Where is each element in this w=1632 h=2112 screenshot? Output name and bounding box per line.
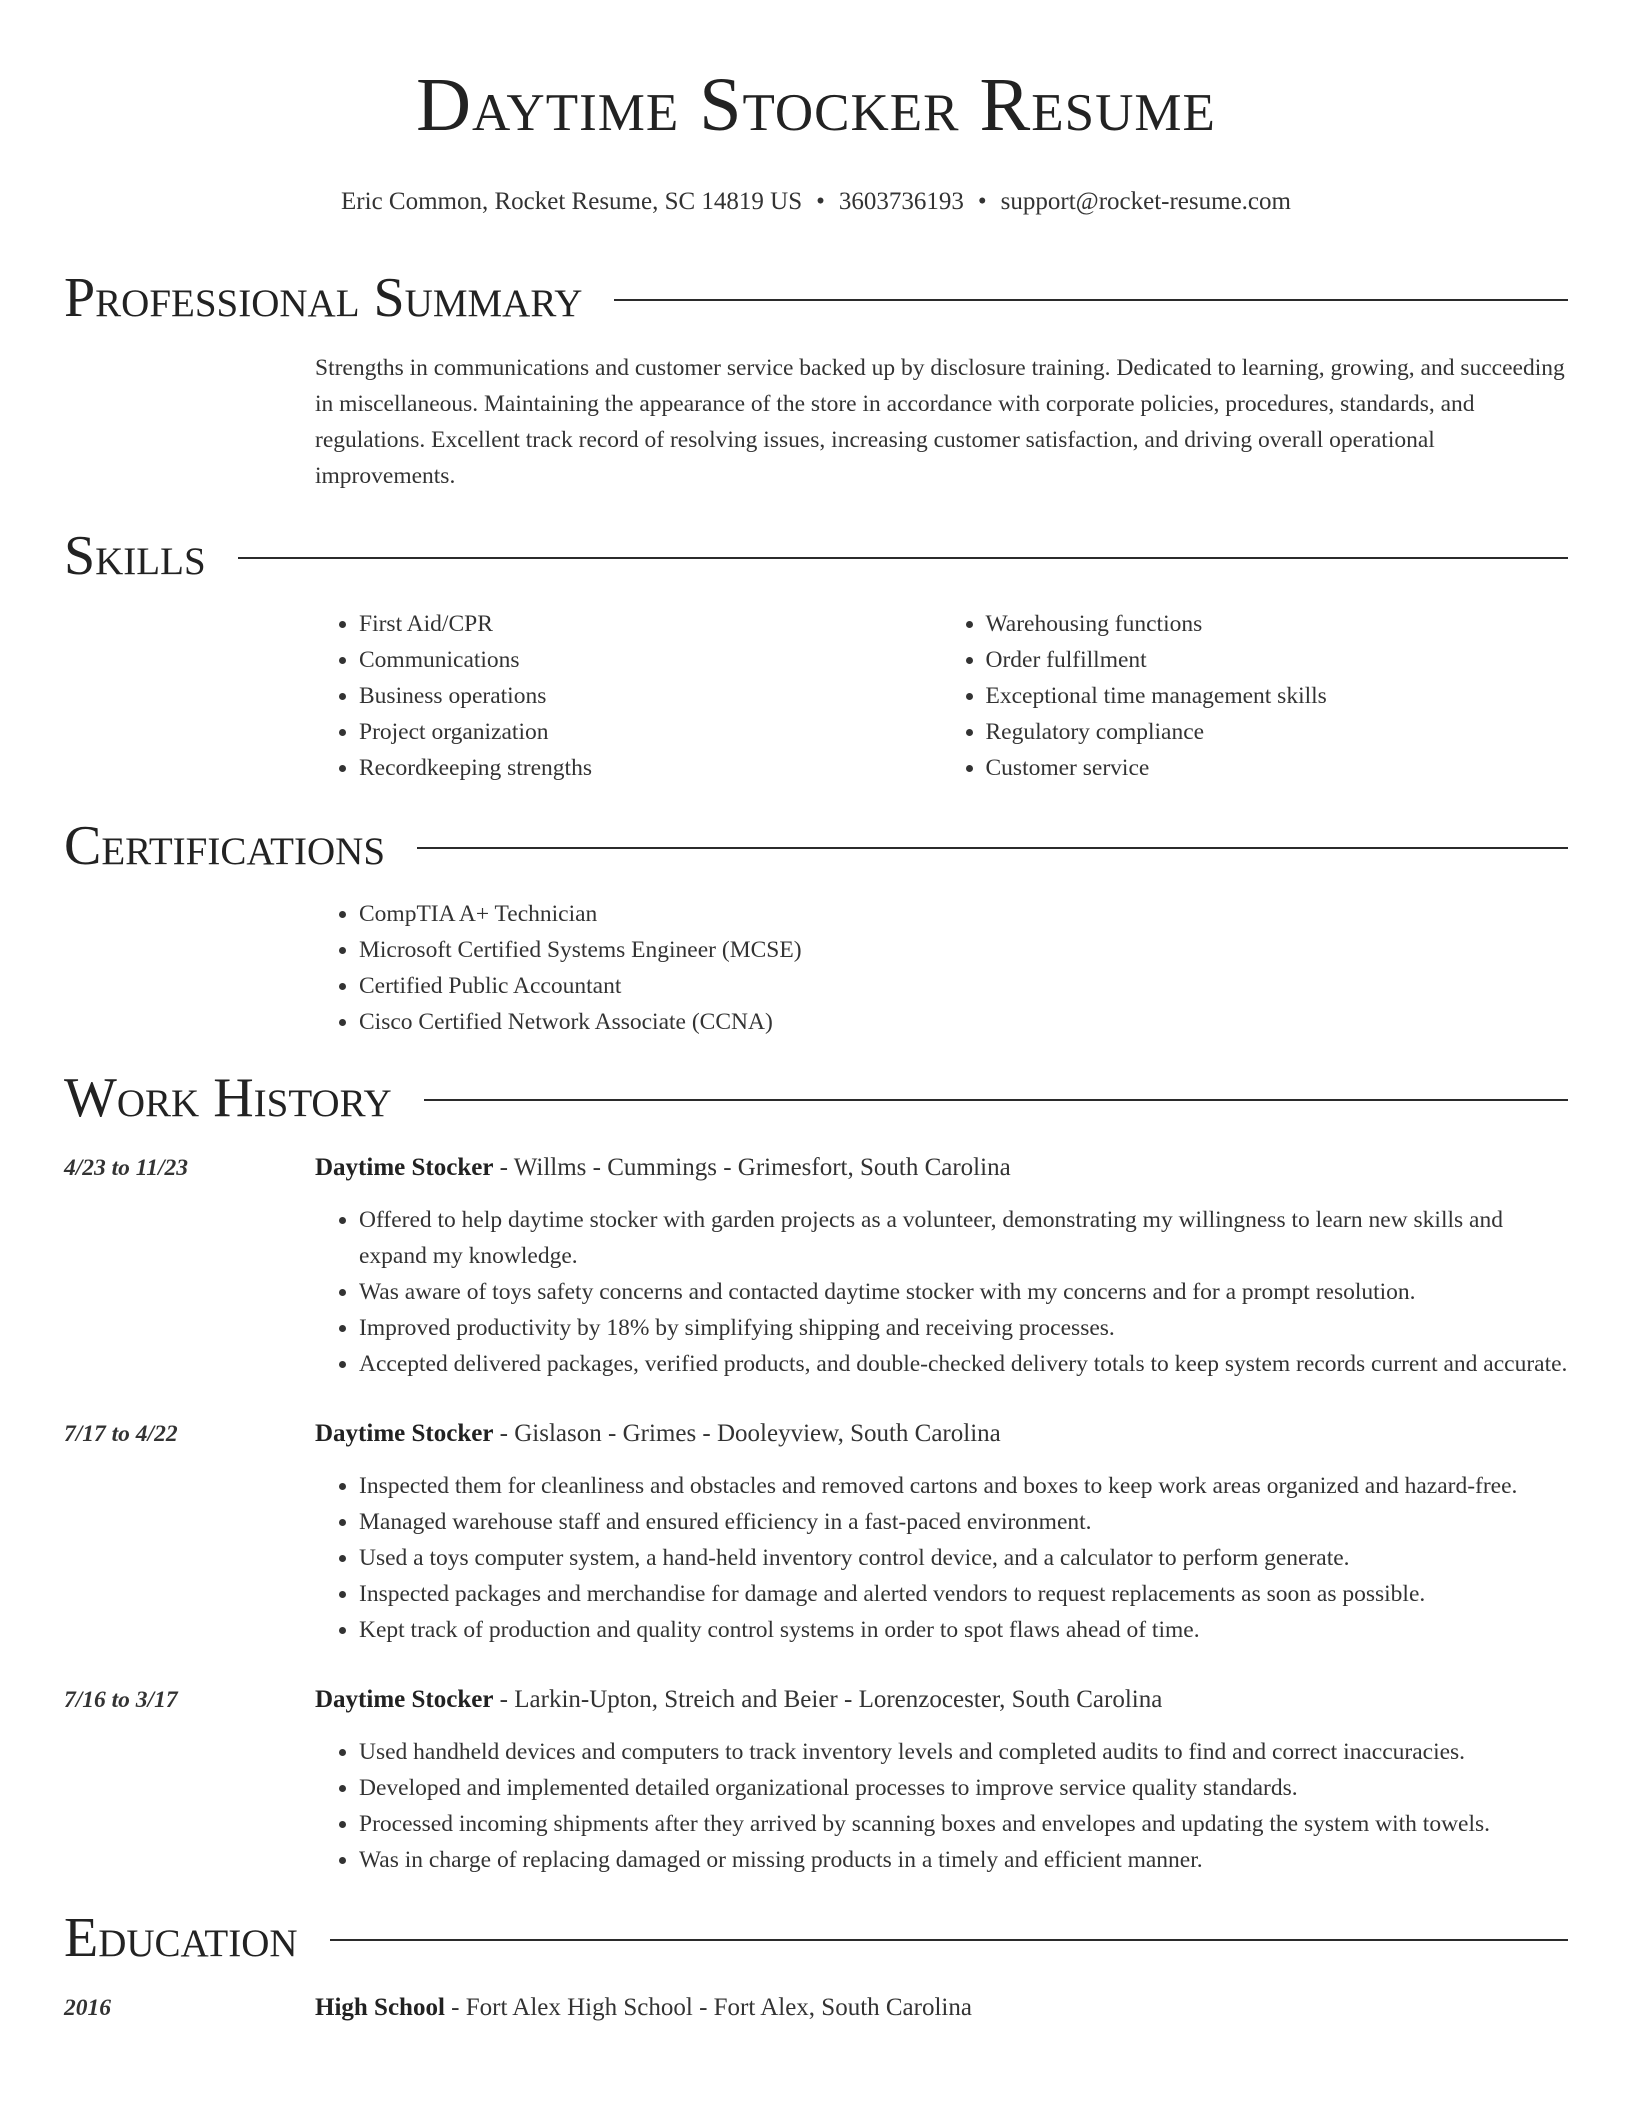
certification-item: • Microsoft Certified Systems Engineer (MCSE) — [359, 932, 1568, 968]
job-bullet: • Processed incoming shipments after they arrived by scanning boxes and envelopes and updating the system with towels. — [359, 1806, 1568, 1842]
skill-item: • First Aid/CPR — [359, 606, 942, 642]
job-bullet: • Inspected packages and merchandise for damage and alerted vendors to request replacements as soon as possible. — [359, 1576, 1568, 1612]
section-divider — [424, 1099, 1568, 1101]
certifications-list — [315, 896, 1568, 1040]
job-bullet: • Was in charge of replacing damaged or missing products in a timely and efficient manner. — [359, 1842, 1568, 1878]
job-bullet: • Inspected them for cleanliness and obstacles and removed cartons and boxes to keep work areas organized and hazard-free. — [359, 1468, 1568, 1504]
job-bullet: • Was aware of toys safety concerns and contacted daytime stocker with my concerns and for a prompt resolution. — [359, 1274, 1568, 1310]
job-role: Daytime Stocker — [315, 1686, 494, 1713]
skills-left-column — [315, 606, 942, 786]
certifications-heading: Certifications — [64, 815, 386, 877]
job-bullet: • Managed warehouse staff and ensured efficiency in a fast-paced environment. — [359, 1504, 1568, 1540]
job-body — [315, 1682, 1568, 1878]
section-divider — [614, 299, 1568, 301]
job-role: Daytime Stocker — [315, 1154, 494, 1181]
job-entry — [64, 1150, 1568, 1382]
education-degree: High School — [315, 1994, 445, 2021]
work-section-header — [64, 1068, 1568, 1128]
section-divider — [238, 557, 1568, 559]
job-title-line — [315, 1682, 1568, 1718]
skill-item: • Recordkeeping strengths — [359, 750, 942, 786]
education-entry — [64, 1990, 1568, 2026]
skills-section-header — [64, 526, 1568, 586]
education-title-line — [315, 1990, 972, 2026]
contact-phone: 3603736193 — [838, 188, 964, 215]
skill-item: • Warehousing functions — [986, 606, 1569, 642]
job-dates: 7/16 to 3/17 — [64, 1687, 178, 1713]
skill-item: • Project organization — [359, 714, 942, 750]
job-role: Daytime Stocker — [315, 1420, 494, 1447]
education-school: - Fort Alex High School - Fort Alex, South Carolina — [444, 1994, 972, 2021]
job-entry — [64, 1682, 1568, 1878]
job-bullets — [315, 1468, 1568, 1648]
job-title-line — [315, 1416, 1568, 1452]
job-bullet: • Kept track of production and quality control systems in order to spot flaws ahead of time. — [359, 1612, 1568, 1648]
education-heading: Education — [64, 1907, 298, 1969]
summary-heading: Professional Summary — [64, 267, 583, 329]
contact-email: support@rocket-resume.com — [1000, 188, 1291, 215]
contact-line — [64, 188, 1568, 216]
resume-page — [64, 0, 1568, 2026]
work-heading: Work History — [64, 1067, 392, 1129]
skill-item: • Regulatory compliance — [986, 714, 1569, 750]
education-year: 2016 — [64, 1995, 111, 2021]
certifications-items — [315, 896, 1568, 1040]
skills-right-column — [942, 606, 1569, 786]
job-bullet: • Used a toys computer system, a hand-held inventory control device, and a calculator to perform generate. — [359, 1540, 1568, 1576]
job-employer: - Willms - Cummings - Grimesfort, South Carolina — [493, 1154, 1011, 1181]
job-body — [315, 1416, 1568, 1648]
skill-item: • Order fulfillment — [986, 642, 1569, 678]
job-bullet: • Offered to help daytime stocker with garden projects as a volunteer, demonstrating my willingness to learn new skills and expand my knowledge. — [359, 1202, 1568, 1274]
contact-address: Eric Common, Rocket Resume, SC 14819 US — [341, 188, 803, 215]
skills-list — [315, 606, 1568, 786]
skill-item: • Business operations — [359, 678, 942, 714]
resume-title: Daytime Stocker Resume — [416, 63, 1216, 147]
skill-item: • Communications — [359, 642, 942, 678]
skills-heading: Skills — [64, 525, 206, 587]
job-bullet: • Accepted delivered packages, verified products, and double-checked delivery totals to keep system records current and accurate. — [359, 1346, 1568, 1382]
job-bullet: • Improved productivity by 18% by simplifying shipping and receiving processes. — [359, 1310, 1568, 1346]
job-entry — [64, 1416, 1568, 1648]
job-bullet: • Used handheld devices and computers to track inventory levels and completed audits to find and correct inaccuracies. — [359, 1734, 1568, 1770]
contact-separator: • — [977, 188, 987, 215]
job-employer: - Larkin-Upton, Streich and Beier - Lorenzocester, South Carolina — [493, 1686, 1163, 1713]
section-divider — [330, 1939, 1568, 1941]
job-body — [315, 1150, 1568, 1382]
job-bullets — [315, 1202, 1568, 1382]
skill-item: • Exceptional time management skills — [986, 678, 1569, 714]
summary-section-header — [64, 268, 1568, 328]
summary-text: Strengths in communications and customer service backed up by disclosure training. Dedicated to learning, growing, and succeeding in miscellaneous. Maintaining the appearance of the store in accordance with corporate policies, procedures, standards, and regulations. Excellent track record of resolving issues, increasing customer satisfaction, and driving overall operational improvements. — [315, 355, 1565, 489]
certifications-section-header — [64, 816, 1568, 876]
section-divider — [417, 847, 1568, 849]
job-dates: 4/23 to 11/23 — [64, 1155, 189, 1181]
job-dates: 7/17 to 4/22 — [64, 1421, 178, 1447]
job-bullets — [315, 1734, 1568, 1878]
certification-item: • Certified Public Accountant — [359, 968, 1568, 1004]
skill-item: • Customer service — [986, 750, 1569, 786]
certification-item: • Cisco Certified Network Associate (CCNA) — [359, 1004, 1568, 1040]
job-title-line — [315, 1150, 1568, 1186]
certification-item: • CompTIA A+ Technician — [359, 896, 1568, 932]
job-bullet: • Developed and implemented detailed organizational processes to improve service quality standards. — [359, 1770, 1568, 1806]
contact-separator: • — [816, 188, 825, 215]
education-section-header — [64, 1908, 1568, 1968]
job-employer: - Gislason - Grimes - Dooleyview, South Carolina — [493, 1420, 1001, 1447]
